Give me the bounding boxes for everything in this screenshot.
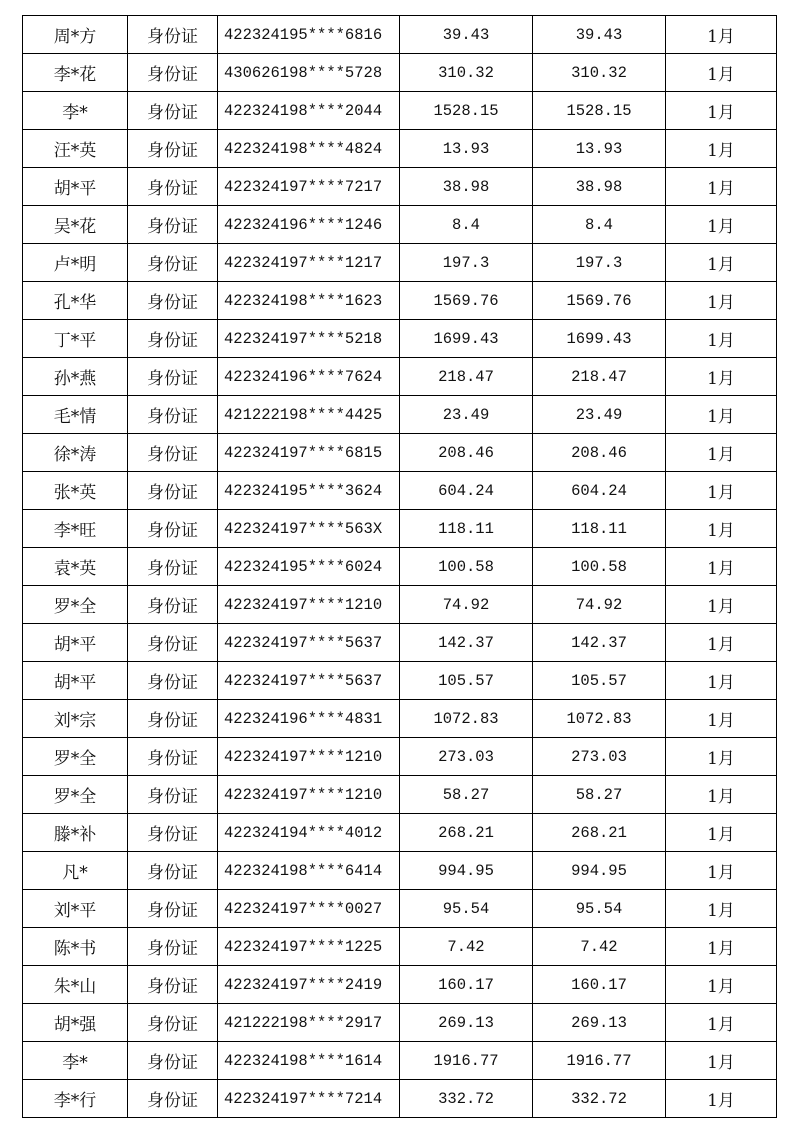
id-type-cell: 身份证 (128, 358, 218, 396)
name-cell: 刘*宗 (23, 700, 128, 738)
table-row (23, 396, 777, 434)
id-number-cell: 422324197****6815 (218, 434, 400, 472)
amount-cell: 13.93 (400, 130, 533, 168)
id-type-cell: 身份证 (128, 206, 218, 244)
id-type-cell: 身份证 (128, 92, 218, 130)
table-row (23, 358, 777, 396)
id-type-cell: 身份证 (128, 624, 218, 662)
id-type-cell: 身份证 (128, 1004, 218, 1042)
id-type-cell: 身份证 (128, 662, 218, 700)
id-type-cell: 身份证 (128, 890, 218, 928)
id-number-cell: 422324198****2044 (218, 92, 400, 130)
id-type-cell: 身份证 (128, 54, 218, 92)
amount-cell: 1072.83 (400, 700, 533, 738)
name-cell: 汪*英 (23, 130, 128, 168)
name-cell: 毛*情 (23, 396, 128, 434)
amount-cell: 273.03 (400, 738, 533, 776)
paid-amount-cell: 118.11 (533, 510, 666, 548)
table-row (23, 928, 777, 966)
paid-amount-cell: 208.46 (533, 434, 666, 472)
amount-cell: 58.27 (400, 776, 533, 814)
month-cell: 1月 (666, 548, 777, 586)
name-cell: 周*方 (23, 16, 128, 54)
amount-cell: 39.43 (400, 16, 533, 54)
table-row (23, 92, 777, 130)
id-number-cell: 430626198****5728 (218, 54, 400, 92)
amount-cell: 38.98 (400, 168, 533, 206)
paid-amount-cell: 142.37 (533, 624, 666, 662)
id-type-cell: 身份证 (128, 282, 218, 320)
id-number-cell: 422324198****1623 (218, 282, 400, 320)
paid-amount-cell: 1528.15 (533, 92, 666, 130)
table-row (23, 434, 777, 472)
id-type-cell: 身份证 (128, 928, 218, 966)
month-cell: 1月 (666, 928, 777, 966)
name-cell: 李*花 (23, 54, 128, 92)
month-cell: 1月 (666, 282, 777, 320)
name-cell: 罗*全 (23, 738, 128, 776)
name-cell: 孔*华 (23, 282, 128, 320)
amount-cell: 1528.15 (400, 92, 533, 130)
amount-cell: 197.3 (400, 244, 533, 282)
table-row (23, 1080, 777, 1118)
name-cell: 李* (23, 1042, 128, 1080)
table-row (23, 206, 777, 244)
id-number-cell: 422324197****563X (218, 510, 400, 548)
table-row (23, 320, 777, 358)
name-cell: 张*英 (23, 472, 128, 510)
id-number-cell: 422324197****0027 (218, 890, 400, 928)
table-row (23, 662, 777, 700)
id-number-cell: 422324197****1225 (218, 928, 400, 966)
month-cell: 1月 (666, 16, 777, 54)
name-cell: 李*行 (23, 1080, 128, 1118)
table-row (23, 472, 777, 510)
subsidy-table (22, 15, 777, 1118)
amount-cell: 160.17 (400, 966, 533, 1004)
amount-cell: 1699.43 (400, 320, 533, 358)
name-cell: 孙*燕 (23, 358, 128, 396)
id-type-cell: 身份证 (128, 472, 218, 510)
id-number-cell: 422324197****1210 (218, 738, 400, 776)
amount-cell: 23.49 (400, 396, 533, 434)
table-row (23, 510, 777, 548)
paid-amount-cell: 23.49 (533, 396, 666, 434)
table-row (23, 1042, 777, 1080)
paid-amount-cell: 1699.43 (533, 320, 666, 358)
paid-amount-cell: 8.4 (533, 206, 666, 244)
table-row (23, 700, 777, 738)
id-number-cell: 422324195****3624 (218, 472, 400, 510)
paid-amount-cell: 332.72 (533, 1080, 666, 1118)
month-cell: 1月 (666, 966, 777, 1004)
table-row (23, 814, 777, 852)
id-type-cell: 身份证 (128, 1080, 218, 1118)
id-number-cell: 421222198****2917 (218, 1004, 400, 1042)
id-number-cell: 422324197****7214 (218, 1080, 400, 1118)
id-type-cell: 身份证 (128, 244, 218, 282)
month-cell: 1月 (666, 358, 777, 396)
month-cell: 1月 (666, 130, 777, 168)
paid-amount-cell: 269.13 (533, 1004, 666, 1042)
amount-cell: 208.46 (400, 434, 533, 472)
table-row (23, 1004, 777, 1042)
id-number-cell: 422324197****1217 (218, 244, 400, 282)
id-number-cell: 422324198****6414 (218, 852, 400, 890)
id-number-cell: 421222198****4425 (218, 396, 400, 434)
id-number-cell: 422324197****5637 (218, 662, 400, 700)
id-number-cell: 422324195****6816 (218, 16, 400, 54)
amount-cell: 105.57 (400, 662, 533, 700)
month-cell: 1月 (666, 1004, 777, 1042)
id-number-cell: 422324198****1614 (218, 1042, 400, 1080)
paid-amount-cell: 74.92 (533, 586, 666, 624)
document-page (22, 15, 776, 1118)
paid-amount-cell: 7.42 (533, 928, 666, 966)
paid-amount-cell: 13.93 (533, 130, 666, 168)
amount-cell: 994.95 (400, 852, 533, 890)
table-row (23, 244, 777, 282)
id-type-cell: 身份证 (128, 168, 218, 206)
amount-cell: 100.58 (400, 548, 533, 586)
amount-cell: 7.42 (400, 928, 533, 966)
name-cell: 吴*花 (23, 206, 128, 244)
month-cell: 1月 (666, 54, 777, 92)
month-cell: 1月 (666, 662, 777, 700)
name-cell: 胡*平 (23, 624, 128, 662)
name-cell: 袁*英 (23, 548, 128, 586)
id-type-cell: 身份证 (128, 966, 218, 1004)
table-row (23, 738, 777, 776)
table-row (23, 130, 777, 168)
id-type-cell: 身份证 (128, 852, 218, 890)
id-number-cell: 422324195****6024 (218, 548, 400, 586)
id-number-cell: 422324194****4012 (218, 814, 400, 852)
amount-cell: 310.32 (400, 54, 533, 92)
month-cell: 1月 (666, 320, 777, 358)
id-number-cell: 422324198****4824 (218, 130, 400, 168)
amount-cell: 604.24 (400, 472, 533, 510)
month-cell: 1月 (666, 434, 777, 472)
table-row (23, 548, 777, 586)
id-type-cell: 身份证 (128, 738, 218, 776)
name-cell: 陈*书 (23, 928, 128, 966)
id-number-cell: 422324197****5218 (218, 320, 400, 358)
paid-amount-cell: 1569.76 (533, 282, 666, 320)
paid-amount-cell: 95.54 (533, 890, 666, 928)
paid-amount-cell: 39.43 (533, 16, 666, 54)
name-cell: 刘*平 (23, 890, 128, 928)
table-row (23, 624, 777, 662)
month-cell: 1月 (666, 396, 777, 434)
amount-cell: 74.92 (400, 586, 533, 624)
month-cell: 1月 (666, 852, 777, 890)
paid-amount-cell: 273.03 (533, 738, 666, 776)
table-row (23, 54, 777, 92)
name-cell: 徐*涛 (23, 434, 128, 472)
paid-amount-cell: 105.57 (533, 662, 666, 700)
amount-cell: 332.72 (400, 1080, 533, 1118)
table-body (23, 16, 777, 1118)
table-row (23, 282, 777, 320)
id-type-cell: 身份证 (128, 16, 218, 54)
paid-amount-cell: 994.95 (533, 852, 666, 890)
id-number-cell: 422324197****7217 (218, 168, 400, 206)
month-cell: 1月 (666, 206, 777, 244)
paid-amount-cell: 38.98 (533, 168, 666, 206)
name-cell: 丁*平 (23, 320, 128, 358)
id-number-cell: 422324197****1210 (218, 586, 400, 624)
month-cell: 1月 (666, 738, 777, 776)
paid-amount-cell: 218.47 (533, 358, 666, 396)
amount-cell: 95.54 (400, 890, 533, 928)
name-cell: 胡*强 (23, 1004, 128, 1042)
paid-amount-cell: 197.3 (533, 244, 666, 282)
paid-amount-cell: 310.32 (533, 54, 666, 92)
table-row (23, 168, 777, 206)
amount-cell: 8.4 (400, 206, 533, 244)
month-cell: 1月 (666, 776, 777, 814)
id-type-cell: 身份证 (128, 434, 218, 472)
paid-amount-cell: 100.58 (533, 548, 666, 586)
id-type-cell: 身份证 (128, 130, 218, 168)
month-cell: 1月 (666, 472, 777, 510)
id-number-cell: 422324197****5637 (218, 624, 400, 662)
table-row (23, 966, 777, 1004)
amount-cell: 118.11 (400, 510, 533, 548)
table-row (23, 776, 777, 814)
id-number-cell: 422324196****4831 (218, 700, 400, 738)
month-cell: 1月 (666, 1080, 777, 1118)
id-number-cell: 422324197****2419 (218, 966, 400, 1004)
table-row (23, 16, 777, 54)
id-type-cell: 身份证 (128, 510, 218, 548)
amount-cell: 269.13 (400, 1004, 533, 1042)
name-cell: 李* (23, 92, 128, 130)
name-cell: 罗*全 (23, 776, 128, 814)
month-cell: 1月 (666, 814, 777, 852)
table-row (23, 890, 777, 928)
name-cell: 滕*补 (23, 814, 128, 852)
paid-amount-cell: 1916.77 (533, 1042, 666, 1080)
id-type-cell: 身份证 (128, 814, 218, 852)
paid-amount-cell: 268.21 (533, 814, 666, 852)
month-cell: 1月 (666, 624, 777, 662)
amount-cell: 1569.76 (400, 282, 533, 320)
id-type-cell: 身份证 (128, 320, 218, 358)
month-cell: 1月 (666, 890, 777, 928)
name-cell: 凡* (23, 852, 128, 890)
month-cell: 1月 (666, 1042, 777, 1080)
paid-amount-cell: 58.27 (533, 776, 666, 814)
table-row (23, 852, 777, 890)
id-number-cell: 422324197****1210 (218, 776, 400, 814)
id-number-cell: 422324196****7624 (218, 358, 400, 396)
month-cell: 1月 (666, 700, 777, 738)
amount-cell: 1916.77 (400, 1042, 533, 1080)
id-type-cell: 身份证 (128, 548, 218, 586)
paid-amount-cell: 1072.83 (533, 700, 666, 738)
amount-cell: 218.47 (400, 358, 533, 396)
id-number-cell: 422324196****1246 (218, 206, 400, 244)
name-cell: 罗*全 (23, 586, 128, 624)
table-row (23, 586, 777, 624)
month-cell: 1月 (666, 510, 777, 548)
id-type-cell: 身份证 (128, 1042, 218, 1080)
month-cell: 1月 (666, 244, 777, 282)
name-cell: 胡*平 (23, 662, 128, 700)
name-cell: 卢*明 (23, 244, 128, 282)
month-cell: 1月 (666, 586, 777, 624)
name-cell: 胡*平 (23, 168, 128, 206)
name-cell: 朱*山 (23, 966, 128, 1004)
amount-cell: 268.21 (400, 814, 533, 852)
month-cell: 1月 (666, 168, 777, 206)
id-type-cell: 身份证 (128, 700, 218, 738)
id-type-cell: 身份证 (128, 396, 218, 434)
name-cell: 李*旺 (23, 510, 128, 548)
amount-cell: 142.37 (400, 624, 533, 662)
id-type-cell: 身份证 (128, 586, 218, 624)
paid-amount-cell: 604.24 (533, 472, 666, 510)
id-type-cell: 身份证 (128, 776, 218, 814)
paid-amount-cell: 160.17 (533, 966, 666, 1004)
month-cell: 1月 (666, 92, 777, 130)
